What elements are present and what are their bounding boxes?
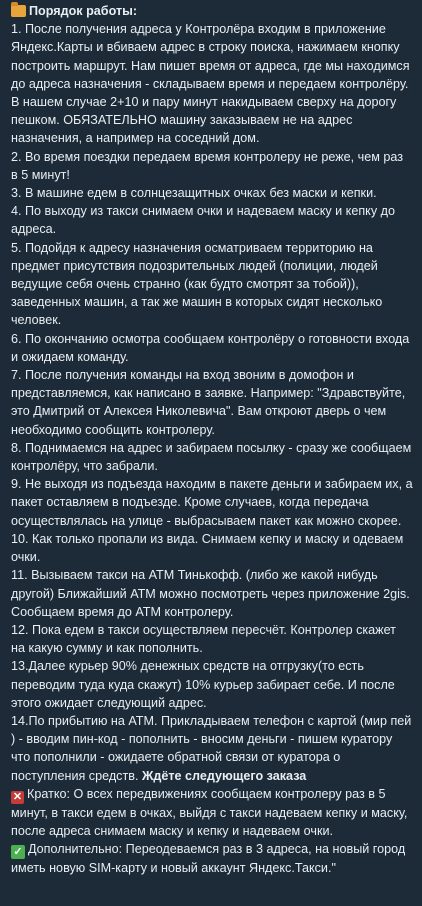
header-text: Порядок работы: xyxy=(29,4,138,18)
step-12: 12. Пока едем в такси осуществляем пересчёт. Контролер скажет на какую сумму и как пополнить. xyxy=(11,622,396,656)
step-14-text: 14.По прибытию на АТМ. Прикладываем телефон с картой (мир пей ) - вводим пин-код - пополнить - вносим деньги - пишем куратору что пополнили - ожидаете обратной связи от куратора о поступления средств. xyxy=(11,713,412,783)
step-3: 3. В машине едем в солнцезащитных очках без маски и кепки. xyxy=(11,186,377,201)
extra-text: Дополнительно: Переодеваемся раз в 3 адреса, на новый город иметь новую SIM-карту и новый аккаунт Яндекс.Такси." xyxy=(11,842,406,876)
step-13: 13.Далее курьер 90% денежных средств на отгрузку(то есть переводим туда куда скажут) 10% курьер забирает себе. И после этого ожидает следующий адрес. xyxy=(11,659,395,710)
summary-text: Кратко: О всех передвижениях сообщаем контролеру раз в 5 минут, в такси едем в очках, выйдя с такси надеваем кепку и маску, после адреса снимаем маску и кепку и надеваем очки. xyxy=(11,786,408,838)
step-2: 2. Во время поездки передаем время контролеру не реже, чем раз в 5 минут! xyxy=(11,149,403,182)
folder-icon xyxy=(11,5,26,17)
step-6: 6. По окончанию осмотра сообщаем контролёру о готовности входа и ожидаем команду. xyxy=(11,331,410,364)
step-14-bold: Ждёте следующего заказа xyxy=(141,768,307,783)
cross-mark-icon: ✕ xyxy=(12,790,23,803)
step-4: 4. По выходу из такси снимаем очки и надеваем маску и кепку до адреса. xyxy=(11,204,395,237)
step-14 xyxy=(11,712,413,785)
step-10: 10. Как только пропали из вида. Снимаем кепку и маску и одеваем очки. xyxy=(11,531,404,565)
step-5: 5. Подойдя к адресу назначения осматриваем территорию на предмет присутствия подозрительных людей (полиции, людей ведущие себя очень странно (как будто смотрят за тобой)), заведенных машин, а так же машин в которых сидят несколько человек. xyxy=(11,240,383,328)
summary-line xyxy=(11,785,413,840)
extra-line xyxy=(11,840,413,877)
step-1: 1. После получения адреса у Контролёра входим в приложение Яндекс.Карты и вбиваем адрес в строку поиска, нажимаем кнопку построить маршрут. Нам пишет время от адреса, где мы находимся до адреса назначения - складываем время и передаем контролёру. В нашем случае 2+10 и пару минут накидываем сверху на дорогу пешком. ОБЯЗАТЕЛЬНО машину заказываем не на адрес назначения, а например на соседний дом. xyxy=(11,22,410,146)
step-8: 8. Поднимаемся на адрес и забираем посылку - сразу же сообщаем контролёру, что забрали. xyxy=(11,440,412,474)
check-mark-icon: ✓ xyxy=(11,845,25,859)
step-11: 11. Вызываем такси на АТМ Тинькофф. (либо же какой нибудь другой) Ближайший АТМ можно посмотреть через приложение 2gis. Сообщаем время до АТМ контролеру. xyxy=(11,568,410,619)
step-9: 9. Не выходя из подъезда находим в пакете деньги и забираем их, а пакет оставляем в подъезде. Кроме случаев, когда передача осуществлялась на улице - выбрасываем пакет как можно скорее. xyxy=(11,477,413,528)
message-header xyxy=(11,2,413,20)
step-7: 7. После получения команды на вход звоним в домофон и представляемся, как написано в заявке. Например: "Здравствуйте, это Дмитрий от Алексея Николевича". Вам откроют дверь о чем необходимо сообщить контролеру. xyxy=(11,368,406,437)
